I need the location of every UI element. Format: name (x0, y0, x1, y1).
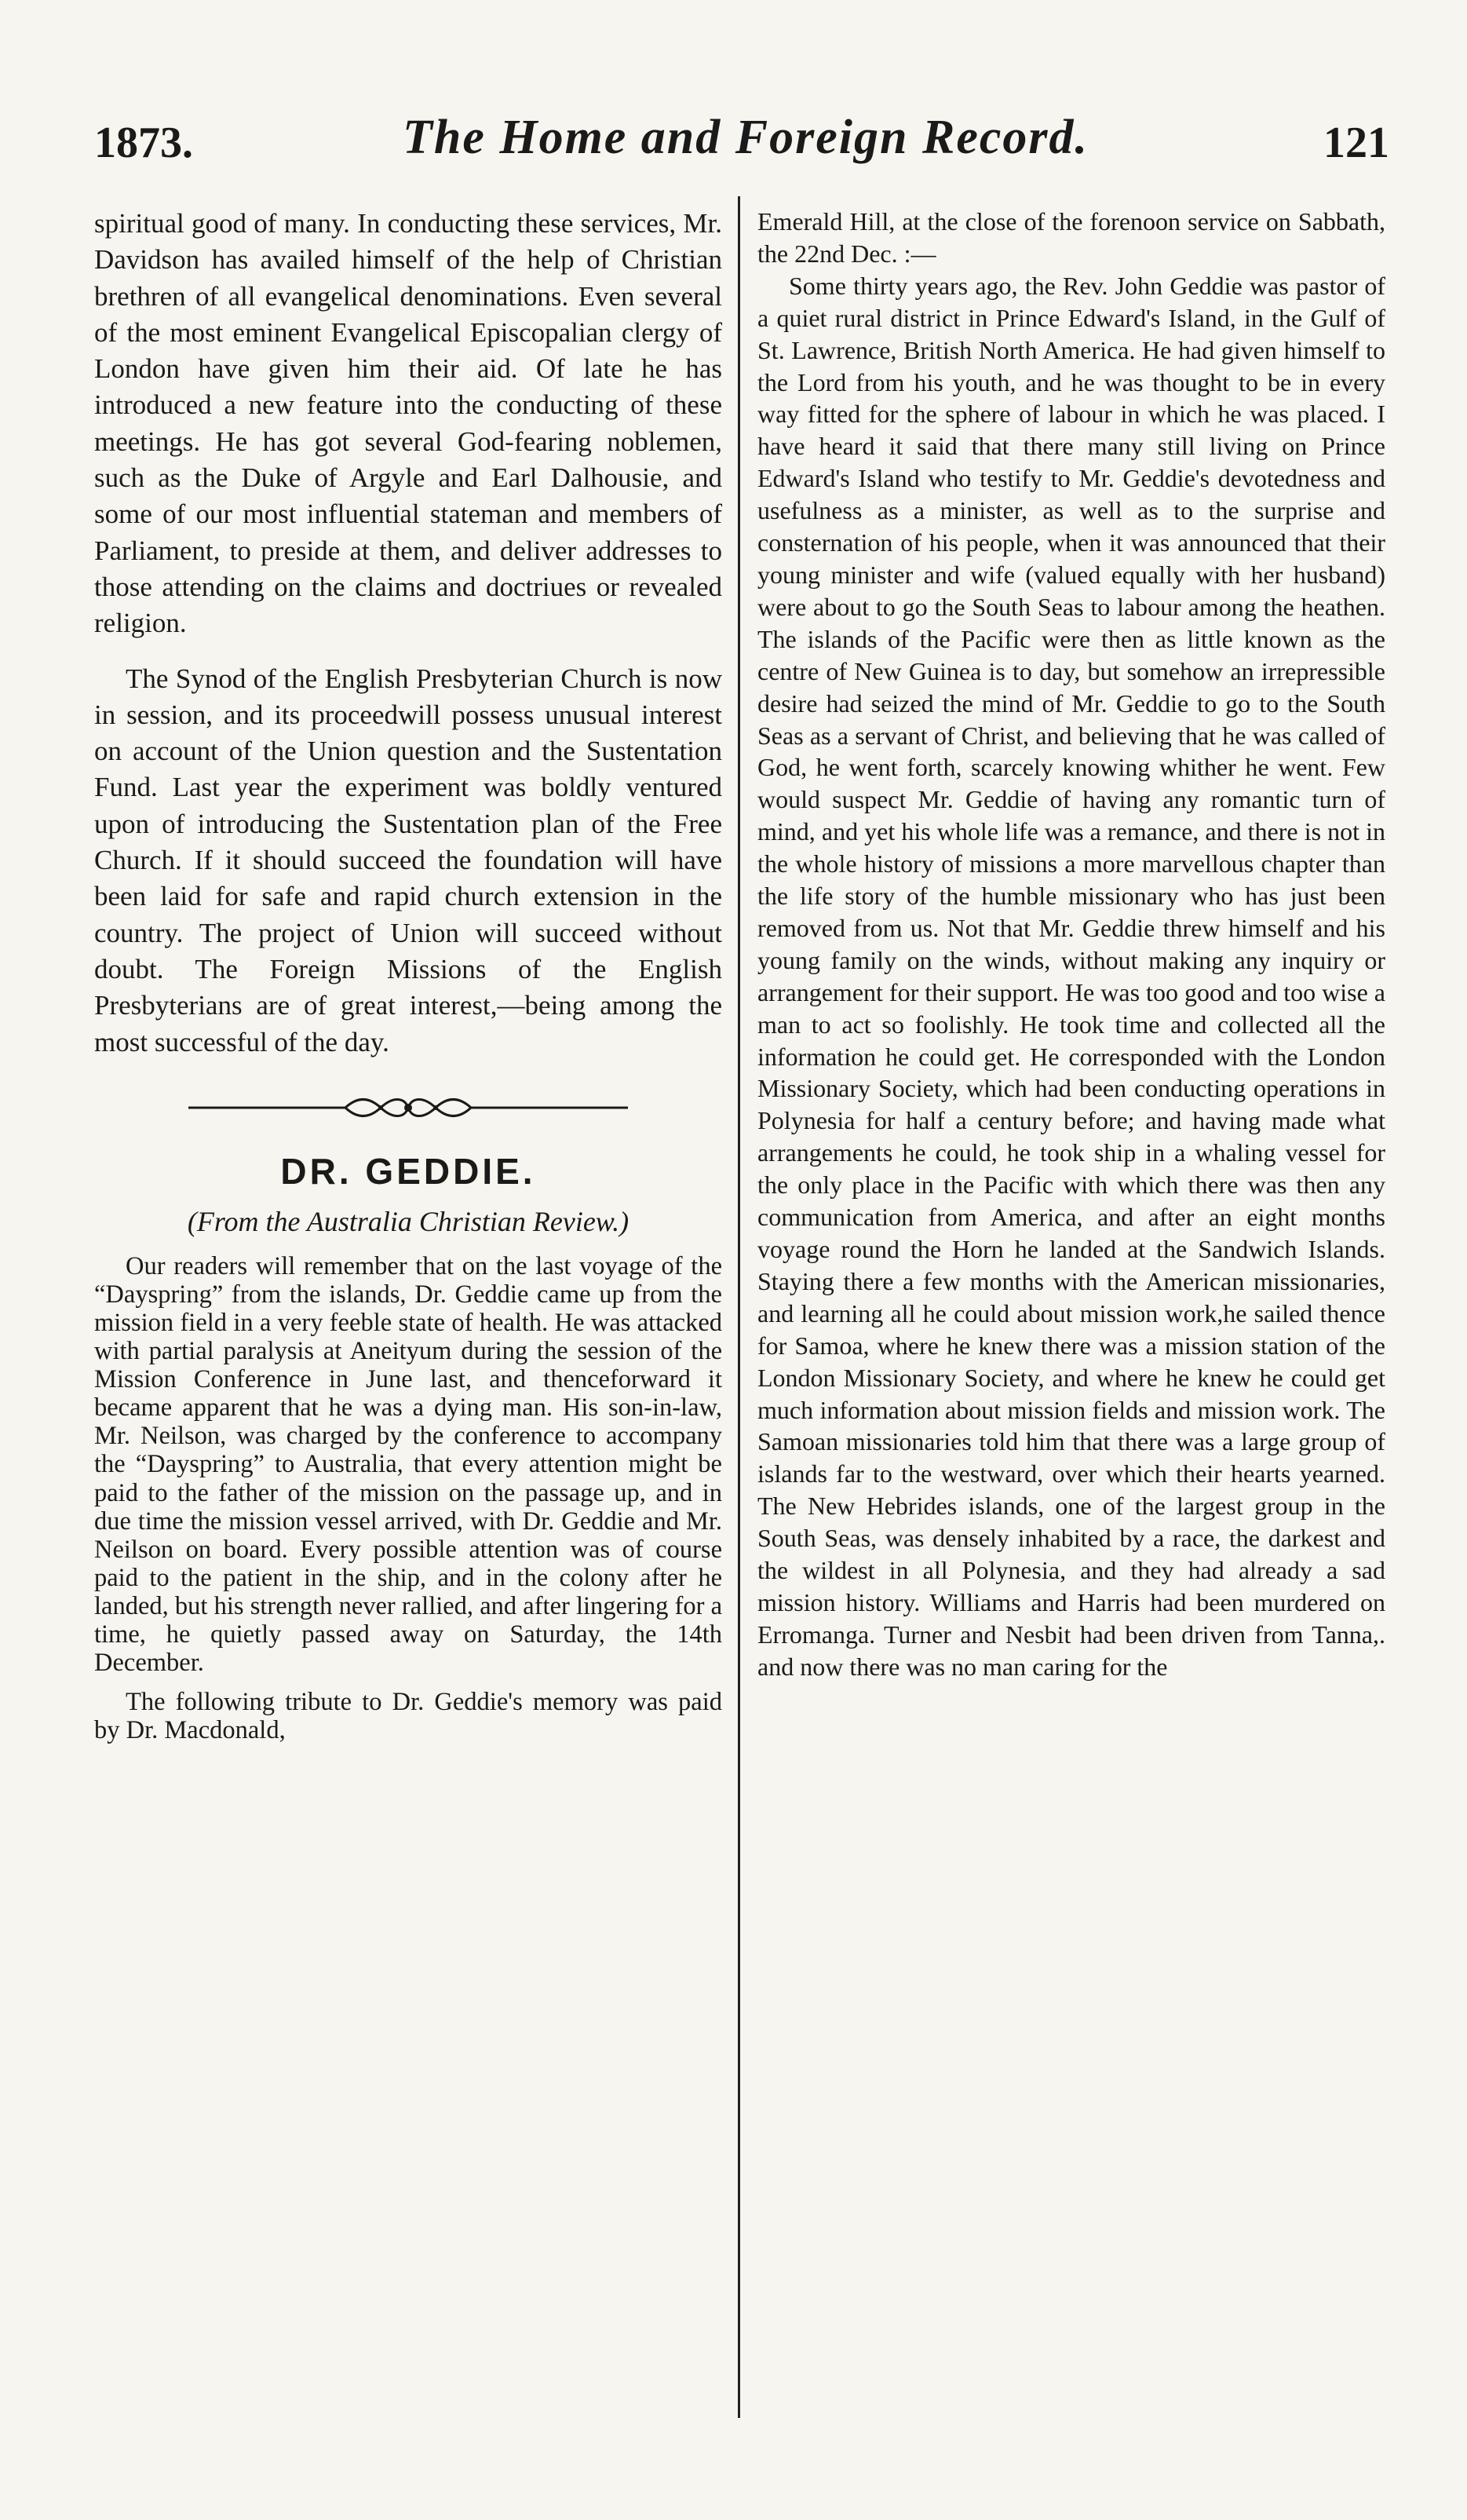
left-paragraph-1: spiritual good of many. In conducting these services, Mr. Davidson has availed himself of the help of Christian brethren of all evangelical denominations. Even several of the most eminent Evangelical Episcopalian clergy of London have given him their aid. Of late he has introduced a new feature into the conducting of these meetings. He has got several God-fearing noblemen, such as the Duke of Argyle and Earl Dalhousie, and some of our most influential stateman and members of Parliament, to preside at them, and deliver addresses to those attending on the claims and doctriues or revealed religion. (94, 208, 722, 639)
left-column (94, 206, 722, 1744)
header-year: 1873. (94, 119, 193, 167)
header-title: The Home and Foreign Record. (402, 111, 1089, 164)
left-paragraph-2: The Synod of the English Presbyterian Church is now in session, and its proceedwill possess unusual interest on account of the Union question and the Sustentation Fund. Last year the experiment was boldly ventured upon of introducing the Sustentation plan of the Free Church. If it should succeed the foundation will have been laid for safe and rapid church extension in the country. The project of Union will succeed without doubt. The Foreign Missions of the English Presbyterians are of great interest,—being among the most successful of the day. (94, 663, 722, 1057)
right-paragraph-1: Emerald Hill, at the close of the forenoon service on Sabbath, the 22nd Dec. :— (757, 207, 1385, 268)
right-paragraph-2: Some thirty years ago, the Rev. John Geddie was pastor of a quiet rural district in Prince Edward's Island, in the Gulf of St. Lawrence, British North America. He had given himself to the Lord from his youth, and he was thought to be in every way fitted for the sphere of labour in which he was placed. I have heard it said that there many still living on Prince Edward's Island who testify to Mr. Geddie's devotedness and usefulness as a minister, as well as to the surprise and consternation of his people, when it was announced that their young minister and wife (valued equally with her husband) were about to go the South Seas to labour among the heathen. The islands of the Pacific were then as little known as the centre of New Guinea is to day, but somehow an irrepressible desire had seized the mind of Mr. Geddie to go to the South Seas as a servant of Christ, and believing that he was called of God, he went forth, scarcely knowing whither he went. Few would suspect Mr. Geddie of having any romantic turn of mind, and yet his whole life was a remance, and there is not in the whole history of missions a more marvellous chapter than the life story of the humble missionary who has just been removed from us. Not that Mr. Geddie threw himself and his young family on the winds, without making any inquiry or arrangement for their support. He was too good and too wise a man to act so foolishly. He took time and collected all the information he could get. He corresponded with the London Missionary Society, which had been conducting operations in Polynesia for half a century before; and having made what arrangements he could, he took ship in a whaling vessel for the only place in the Pacific with which there was then any communication from America, and after an eight months voyage round the Horn he landed at the Sandwich Islands. Staying there a few months with the American missionaries, and learning all he could about mission work,he sailed thence for Samoa, where he knew there was a mission station of the London Missionary Society, and where he knew he could get much information about mission fields and mission work. The Samoan missionaries told him that there was a large group of islands far to the westward, over which their hearts yearned. The New Hebrides islands, one of the largest group in the South Seas, was densely inhabited by a race, the darkest and the wildest in all Polynesia, and they had already a sad mission history. Williams and Harris had been murdered on Erromanga. Turner and Nesbit had been driven from Tanna,. and now there was no man caring for the (757, 271, 1385, 1681)
article-source: (From the Australia Christian Review.) (187, 1205, 629, 1237)
right-column (757, 206, 1385, 1683)
ornamental-rule (188, 1092, 628, 1123)
page-header (94, 110, 1389, 173)
column-divider (738, 196, 740, 2418)
left-paragraph-4: The following tribute to Dr. Geddie's memory was paid by Dr. Macdonald, (94, 1688, 722, 1745)
header-page-number: 121 (1323, 119, 1389, 167)
article-title: DR. GEDDIE. (280, 1150, 536, 1192)
left-paragraph-3: Our readers will remember that on the last voyage of the “Dayspring” from the islands, Dr. Geddie came up from the mission field in a very feeble state of health. He was attacked with partial paralysis at Aneityum during the session of the Mission Conference in June last, and thenceforward it became apparent that he was a dying man. His son-in-law, Mr. Neilson, was charged by the conference to accompany the “Dayspring” to Australia, that every attention might be paid to the father of the mission on the passage up, and in due time the mission vessel arrived, with Dr. Geddie and Mr. Neilson on board. Every possible attention was of course paid to the patient in the ship, and in the colony after he landed, but his strength never rallied, and after lingering for a time, he quietly passed away on Saturday, the 14th December. (94, 1251, 722, 1678)
